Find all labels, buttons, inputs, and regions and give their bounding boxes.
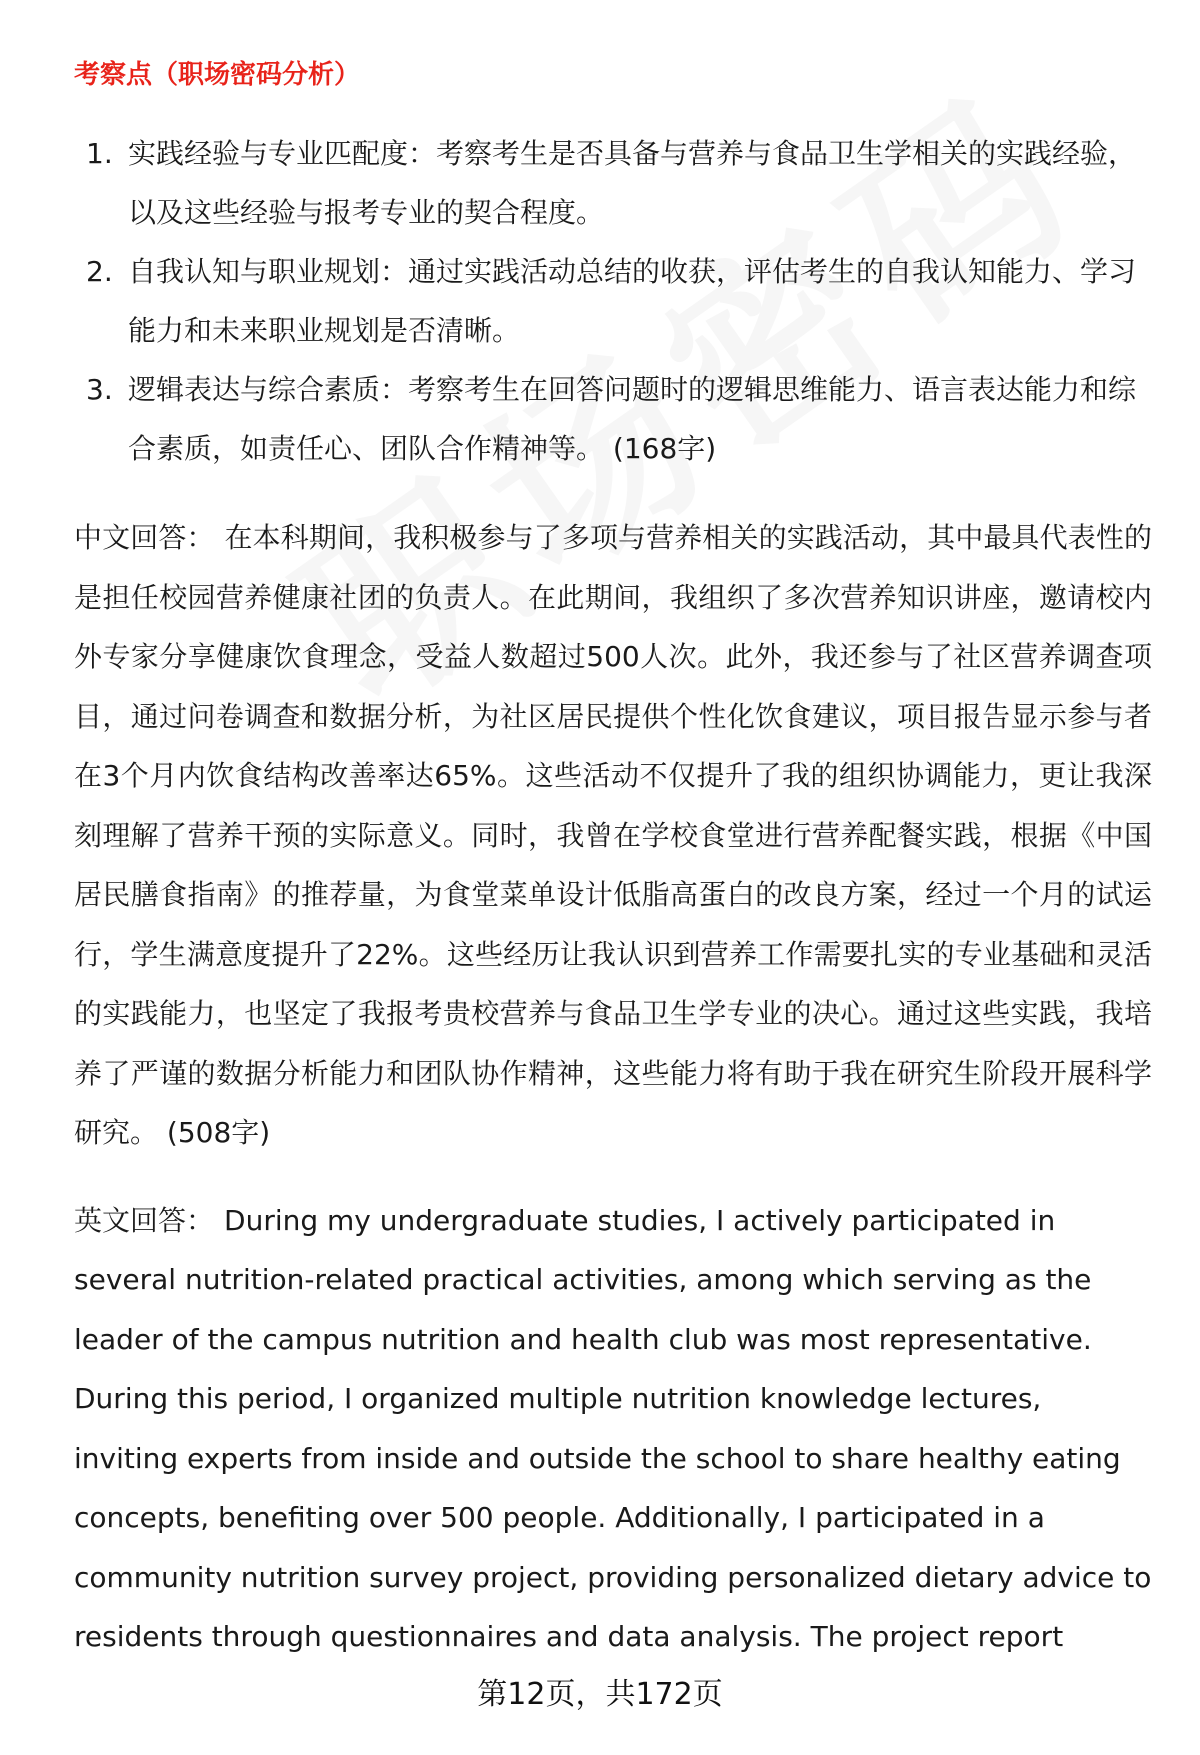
point-text: 自我认知与职业规划：通过实践活动总结的收获，评估考生的自我认知能力、学习能力和未来职业规划是否清晰。 [128,255,1137,347]
point-number: 1. [86,137,113,170]
english-answer-text: During my undergraduate studies, I actively participated in several nutrition-related practical activities, among which serving as the leader of the campus nutrition and health club was most representative. During this period, I organized multiple nutrition knowledge lectures, inviting experts from inside and outside the school to share healthy eating concepts, benefiting over 500 people. Additionally, I participated in a community nutrition survey project, providing personalized dietary advice to residents through questionnaires and data analysis. The project report [74,1203,1152,1653]
section-title: 考察点（职场密码分析） [74,60,361,90]
analysis-point [74,242,1152,360]
point-text: 实践经验与专业匹配度：考察考生是否具备与营养与食品卫生学相关的实践经验，以及这些经验与报考专业的契合程度。 [128,137,1137,229]
english-answer-label: 英文回答： [74,1203,215,1237]
chinese-answer-text: 在本科期间，我积极参与了多项与营养相关的实践活动，其中最具代表性的是担任校园营养健康社团的负责人。在此期间，我组织了多次营养知识讲座，邀请校内外专家分享健康饮食理念，受益人数超过500人次。此外，我还参与了社区营养调查项目，通过问卷调查和数据分析，为社区居民提供个性化饮食建议，项目报告显示参与者在3个月内饮食结构改善率达65%。这些活动不仅提升了我的组织协调能力，更让我深刻理解了营养干预的实际意义。同时，我曾在学校食堂进行营养配餐实践，根据《中国居民膳食指南》的推荐量，为食堂菜单设计低脂高蛋白的改良方案，经过一个月的试运行，学生满意度提升了22%。这些经历让我认识到营养工作需要扎实的专业基础和灵活的实践能力，也坚定了我报考贵校营养与食品卫生学专业的决心。通过这些实践，我培养了严谨的数据分析能力和团队协作精神，这些能力将有助于我在研究生阶段开展科学研究。 (508字) [74,521,1152,1149]
chinese-answer-label: 中文回答： [74,521,215,554]
analysis-points-list [74,124,1152,478]
analysis-point [74,124,1152,242]
analysis-point [74,360,1152,478]
english-answer [74,1191,1152,1667]
point-text: 逻辑表达与综合素质：考察考生在回答问题时的逻辑思维能力、语言表达能力和综合素质，如责任心、团队合作精神等。 (168字) [128,373,1137,465]
point-number: 2. [86,255,113,288]
chinese-answer [74,508,1152,1163]
point-number: 3. [86,373,113,406]
page-footer: 第12页，共172页 [477,1677,723,1712]
